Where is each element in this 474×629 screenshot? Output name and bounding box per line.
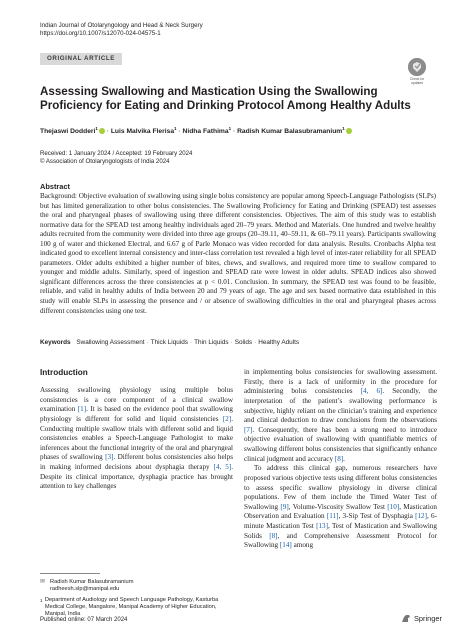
body-text: , and Comprehensive Assessment Protocol for Swallowing	[244, 531, 437, 550]
body-text: . Consequently, there has been a strong need to introduce objective evaluation of swallowing with quantifiable metrics of swallowing different bolus consistencies that significantly enhance clinical judgment and accuracy	[244, 425, 437, 463]
orcid-icon[interactable]	[99, 128, 105, 134]
corresponding-author-name: Radish Kumar Balasubramanium	[50, 579, 134, 585]
citation-link[interactable]: [3]	[105, 453, 114, 462]
citation-link[interactable]: [10]	[387, 502, 400, 511]
article-dates	[40, 150, 192, 167]
body-text: , 3-Sip Test of Dysphagia	[338, 512, 416, 521]
keywords-line: Keywords Swallowing Assessment · Thick Liquids · Thin Liquids · Solids · Healthy Adults	[40, 339, 300, 346]
intro-left-column	[40, 386, 233, 492]
footnote-divider	[40, 573, 100, 574]
article-type-badge: ORIGINAL ARTICLE	[40, 53, 122, 65]
intro-paragraph	[244, 368, 437, 464]
citation-link[interactable]: [2]	[222, 414, 232, 423]
citation-link[interactable]: [11]	[326, 512, 339, 521]
citation-link[interactable]: [9]	[280, 502, 289, 511]
orcid-icon[interactable]	[346, 128, 352, 134]
author-list: Thejaswi Dodderi$^1$ · Luis Malvika Flerisa$^1$ · Nidha Fathima$^1$ · Radish Kumar Balasubramanium$^1$	[40, 124, 440, 136]
author-name: Luis Malvika Flerisa	[110, 128, 175, 136]
publisher-name: Springer	[414, 614, 442, 623]
body-text: . Different bolus consistencies also helps in making informed decisions about dysphagia therapy	[40, 453, 234, 471]
body-text: . Despite its clinical importance, dysphagia practice has brought attention to key challenges	[40, 463, 234, 491]
body-text: . Secondly, the interpretation of the patient’s swallowing performance is subjective, highly reliant on the clinician’s training and experience and clinical deduction to draw conclusions from the observations	[244, 387, 437, 425]
check-updates-icon	[408, 58, 426, 76]
intro-right-column	[244, 368, 437, 551]
received-accepted-dates: Received: 1 January 2024 / Accepted: 19 February 2024	[40, 150, 193, 157]
intro-paragraph	[244, 464, 437, 551]
keyword: Thick Liquids	[150, 339, 188, 346]
keyword: Thin Liquids	[194, 339, 229, 346]
affiliation-text: Department of Audiology and Speech Language Pathology, Kasturba Medical College, Mangalore, Manipal Academy of Higher Education, Manipal, India	[44, 597, 219, 618]
intro-paragraph	[40, 386, 233, 492]
corresponding-author-email[interactable]: radheesh.slp@manipal.edu	[50, 586, 120, 593]
springer-horse-icon	[401, 614, 411, 623]
abstract-text: Background: Objective evaluation of swallowing using single bolus consistency are popular among Speech-Language Pathologists (SLPs) but has limited generalization to other bolus consistencies. The Swallowing Proficiency for Eating and Drinking (SPEAD) test assesses the oral and pharyngeal phases of swallowing using three different consistencies. Objectives. The aim of this study was to establish normative data for the SPEAD test among healthy individuals aged 20–79 years. Method and Materials. One hundred and twelve healthy adults recruited from the community were divided into three age groups (20–39.11, 40–59.11, & 60–79.11 years). Participants swallowing 100 g of water and thickened Electral, and 6.67 g of Parle Monaco was video recorded for data analysis. Results. Cronbachs Alpha test indicated good to excellent internal consistency and inter-class correlation test revealed a high level of inter-rater reliability for all SPEAD parameters. Older adults exhibited a higher number of bites, chews, and swallows, and required more time to swallow compared to younger and middle adults. Similarly, speed of ingestion and SPEAD rate were lowest in older adults. SPEAD indices also showed significant differences across the three consistencies at p < 0.01. Conclusion. In summary, the SPEAD test was found to be feasible, reliable, and valid in healthy adults of India between 20 and 79 years of age. The age and sex based normative data established in this study will enable SLPs in assessing the presence and / or absence of swallowing difficulties in the oral and pharyngeal phases across different consistencies using one test.	[40, 192, 436, 315]
author-name: Nidha Fathima	[182, 128, 229, 136]
keyword: Healthy Adults	[258, 339, 300, 346]
abstract-heading: Abstract	[40, 182, 70, 191]
doi-link[interactable]: https://doi.org/10.1007/s12070-024-04575-1	[40, 30, 161, 38]
author-name: Radish Kumar Balasubramanium	[237, 128, 343, 136]
journal-name: Indian Journal of Otolaryngology and Head & Neck Surgery	[40, 22, 203, 29]
body-text: , Mastication Observation and Evaluation	[244, 502, 437, 521]
body-text: .	[343, 454, 345, 463]
keyword: Swallowing Assessment	[76, 339, 145, 346]
body-text: among	[291, 541, 314, 550]
keywords-label: Keywords	[40, 339, 71, 346]
citation-link[interactable]: [14]	[279, 541, 292, 550]
body-text: , 6-minute Mastication Test	[244, 512, 437, 530]
body-text: , Volume-Viscosity Swallow Test	[288, 502, 388, 511]
journal-header	[40, 22, 203, 38]
check-updates-label: Check for updates	[409, 77, 425, 85]
citation-link[interactable]: [13]	[316, 522, 328, 530]
copyright-line: © Association of Otolaryngologists of India 2024	[40, 158, 170, 166]
publisher-logo	[401, 614, 442, 623]
corresponding-author-footnote	[40, 579, 230, 593]
body-text: , Test of Mastication and Swallowing Solids	[244, 522, 437, 540]
author-name: Thejaswi Dodderi	[40, 128, 96, 136]
citation-link[interactable]: [8]	[269, 531, 278, 540]
citation-link[interactable]: [1]	[77, 405, 87, 414]
citation-link[interactable]: [4, 6]	[360, 387, 383, 396]
introduction-heading: Introduction	[40, 368, 88, 377]
body-text: . It is based on the evidence pool that swallowing physiology is different for solid and liquid consistencies	[40, 405, 233, 423]
paper-title: Assessing Swallowing and Mastication Using the Swallowing Proficiency for Eating and Drinking Protocol Among Healthy Adults	[40, 85, 411, 113]
envelope-icon: ✉	[40, 579, 46, 585]
affiliation-footnote	[40, 597, 230, 619]
body-text: To address this clinical gap, numerous researchers have proposed various objective tests using different bolus consistencies to assess specific swallow physiology in diverse clinical populations. Few of them include the Timed Water Test of Swallowing	[244, 464, 437, 511]
published-date: Published online: 07 March 2024	[40, 617, 128, 623]
citation-link[interactable]: [4, 5]	[213, 463, 232, 471]
citation-link[interactable]: [12]	[415, 512, 428, 521]
keyword: Solids	[234, 339, 253, 346]
body-text: Assessing swallowing physiology using multiple bolus consistencies is a core component of a clinical swallow examination	[40, 386, 233, 414]
citation-link[interactable]: [7]	[244, 425, 253, 434]
check-for-updates-badge[interactable]	[404, 58, 430, 88]
citation-link[interactable]: [8]	[334, 454, 344, 463]
body-text: in implementing bolus consistencies for swallowing assessment. Firstly, there is a lack of uniformity in the procedure for administering bolus consistencies	[244, 368, 437, 396]
affiliation-marker: 1	[40, 598, 43, 603]
body-text: . Conducting multiple swallow trials with different solid and liquid consistencies enables a Speech-Language Pathologist to make inferences about the functional integrity of the oral and pharyngeal phases of swallowing	[40, 414, 233, 462]
